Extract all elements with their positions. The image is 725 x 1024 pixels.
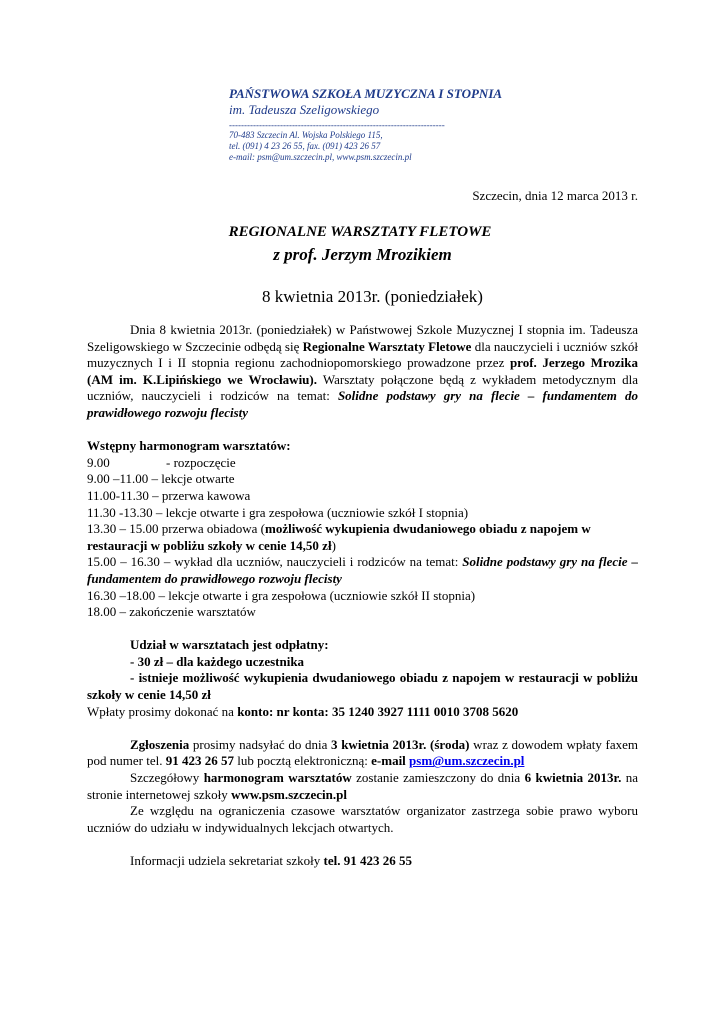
email-link[interactable]: psm@um.szczecin.pl	[409, 753, 525, 769]
fees-item	[87, 654, 638, 671]
intro-text-3: Warsztaty połączone będą z wykładem metodycznym dla uczniów, nauczycieli i rodziców na temat:	[87, 371, 638, 404]
letter-date: Szczecin, dnia 12 marca 2013 r.	[472, 188, 638, 203]
schedule-item	[87, 521, 638, 554]
info-line	[87, 853, 638, 870]
schedule-text: 15.00 – 16.30 – wykład dla uczniów, nauczycieli i rodziców na temat:	[87, 554, 463, 570]
reservation-note: Ze względu na ograniczenia czasowe warsztatów organizator zastrzega sobie prawo wyboru uczniów do udziału w indywidualnych lekcjach otwartych.	[87, 803, 638, 835]
school-address: 70-483 Szczecin Al. Wojska Polskiego 115,	[229, 130, 383, 140]
school-patron: im. Tadeusza Szeligowskiego	[229, 102, 380, 117]
intro-text-2: dla nauczycieli i uczniów szkół muzycznych I i II stopnia regionu zachodniopomorskiego prowadzone przez	[87, 338, 638, 371]
registration-email-label: e-mail	[371, 753, 406, 769]
fees-heading	[87, 637, 638, 654]
registration-text: lub pocztą elektroniczną:	[233, 753, 372, 769]
schedule-heading-text: Wstępny harmonogram warsztatów:	[87, 438, 291, 454]
letter-body	[87, 322, 638, 870]
schedule-text: - rozpoczęcie	[166, 454, 236, 470]
info-phone: tel. 91 423 26 55	[323, 853, 412, 868]
school-phone: tel. (091) 4 23 26 55, fax. (091) 423 26 57	[229, 141, 381, 151]
schedule-text: )	[331, 537, 336, 553]
registration-text: wraz z dowodem wpłaty faxem pod numer tel.	[87, 736, 638, 769]
schedule-text: 13.30 – 15.00 przerwa obiadowa (	[87, 521, 265, 537]
schedule-topic: Solidne podstawy gry na flecie – fundamentem do prawidłowego rozwoju flecisty	[87, 554, 638, 586]
schedule-bold: możliwość wykupienia dwudaniowego obiadu z napojem w restauracji w pobliżu szkoły w cenie 14,50 zł	[87, 521, 591, 553]
schedule-note-text: na stronie internetowej szkoły	[87, 770, 638, 802]
schedule-note-date: 6 kwietnia 2013r.	[524, 770, 622, 786]
event-date: 8 kwietnia 2013r. (poniedziałek)	[262, 287, 483, 306]
schedule-heading	[87, 438, 638, 455]
schedule-item: 9.00 –11.00 – lekcje otwarte	[87, 471, 235, 487]
schedule-item: 18.00 – zakończenie warsztatów	[87, 604, 256, 620]
event-title-text: REGIONALNE WARSZTATY FLETOWE	[228, 224, 492, 240]
intro-text-1: Dnia 8 kwietnia 2013r. (poniedziałek) w Państwowej Szkole Muzycznej I stopnia im. Tadeusza Szeligowskiego w Szczecinie odbędą się	[87, 322, 638, 354]
intro-paragraph	[87, 322, 638, 422]
website-url: www.psm.szczecin.pl	[231, 786, 347, 802]
schedule-item	[87, 455, 638, 472]
fees-item-text: - istnieje możliwość wykupienia dwudaniowego obiadu z napojem w restauracji w pobliżu szkoły w cenie 14,50 zł	[87, 670, 638, 703]
fees-heading-text: Udział w warsztatach jest odpłatny:	[130, 637, 329, 653]
schedule-item: 16.30 –18.00 – lekcje otwarte i gra zespołowa (uczniowie szkół II stopnia)	[87, 587, 476, 603]
intro-bold-2: prof. Jerzego Mrozika (AM im. K.Lipińskiego we Wrocławiu).	[87, 355, 638, 387]
registration-fax: 91 423 26 57	[165, 753, 234, 769]
schedule-note-text: Szczegółowy	[130, 770, 204, 786]
intro-bold-1: Regionalne Warsztaty Fletowe	[302, 338, 472, 354]
event-title-line1	[0, 224, 725, 241]
schedule-note-bold: harmonogram warsztatów	[203, 770, 352, 786]
intro-topic: Solidne podstawy gry na flecie – fundamentem do prawidłowego rozwoju flecisty	[87, 388, 638, 420]
registration-paragraph	[87, 737, 638, 770]
schedule-note	[87, 770, 638, 803]
school-name: PAŃSTWOWA SZKOŁA MUZYCZNA I STOPNIA	[229, 86, 503, 101]
school-email-web: e-mail: psm@um.szczecin.pl, www.psm.szczecin.pl	[229, 152, 412, 162]
account-number: konto: nr konta: 35 1240 3927 1111 0010 3708 5620	[237, 703, 519, 719]
letterhead-divider: ------------------------------------------------------------------------	[229, 120, 445, 130]
schedule-item	[87, 554, 638, 587]
info-text: Informacji udziela sekretariat szkoły	[130, 853, 324, 868]
schedule-note-text: zostanie zamieszczony do dnia	[351, 770, 525, 786]
schedule-item: 11.00-11.30 – przerwa kawowa	[87, 487, 251, 503]
registration-text: prosimy nadsyłać do dnia	[189, 736, 332, 752]
schedule-time: 9.00	[87, 454, 110, 470]
schedule-item: 11.30 -13.30 – lekcje otwarte i gra zespołowa (uczniowie szkół I stopnia)	[87, 504, 469, 520]
payment-account	[87, 704, 638, 721]
letterhead	[229, 86, 502, 163]
fees-item-text: - 30 zł – dla każdego uczestnika	[130, 653, 305, 669]
fees-item	[87, 670, 638, 703]
registration-bold: Zgłoszenia	[130, 736, 190, 752]
payment-text: Wpłaty prosimy dokonać na	[87, 703, 238, 719]
registration-deadline: 3 kwietnia 2013r. (środa)	[331, 736, 470, 752]
event-title-line2: z prof. Jerzym Mrozikiem	[273, 245, 452, 264]
